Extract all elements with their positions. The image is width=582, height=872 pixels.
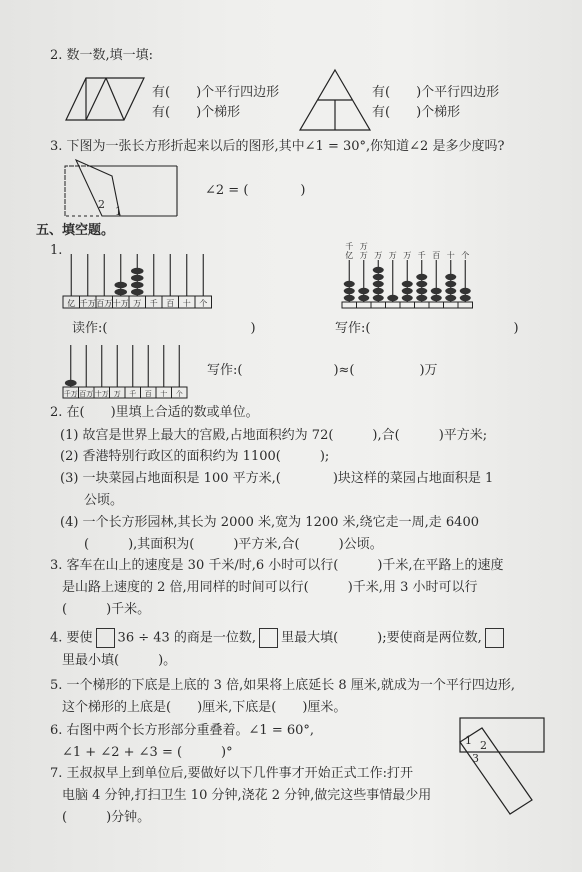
abacus-bead [387,295,398,301]
folded-rectangle-figure [62,160,182,218]
q2-right-parallelogram: 有( )个平行四边形 [372,85,500,100]
abacus-place-label: 十 [446,251,455,260]
abacus-bead [65,380,77,386]
abacus-place-label: 十万 [112,299,129,308]
fill1-write2: 写作:( )≈( )万 [207,363,438,378]
abacus-place-label: 十 [182,299,191,308]
fill4-part3: 里最大填( );要使商是两位数, [281,630,482,646]
abacus-bead [344,288,355,294]
abacus-place-label: 十万 [94,390,109,398]
fill7-line3: ( )分钟。 [62,810,151,825]
abacus-place-label: 千万 [79,299,96,308]
fill1-number: 1. [50,243,63,258]
abacus-place-label: 万 [403,251,412,260]
abacus-place-label: 万 [374,251,383,260]
abacus-bead [131,268,144,274]
abacus-place-label: 百 [432,251,441,260]
abacus-place-label: 个 [461,251,470,260]
fill3-line3: ( )千米。 [62,602,151,617]
abacus-place-label: 万 [359,251,368,260]
abacus-bead [431,295,442,301]
fill6-angle-label-2: 2 [480,739,487,752]
abacus-bead [373,288,384,294]
fill7-line1: 7. 王叔叔早上到单位后,要做好以下几件事才开始正式工作:打开 [50,766,414,781]
abacus-bead [131,289,144,295]
abacus-place-label: 百万 [79,390,94,398]
abacus-bead [358,288,369,294]
q2-right-trapezoid: 有( )个梯形 [372,105,461,120]
abacus-place-label: 百 [144,390,152,398]
abacus-bead [114,289,127,295]
abacus-bead [445,288,456,294]
abacus-bead [114,282,127,288]
abacus-place-label: 万 [133,299,142,308]
abacus-bead [373,267,384,273]
abacus-place-label: 千 [129,390,137,398]
fill7-line2: 电脑 4 分钟,打扫卫生 10 分钟,浇花 2 分钟,做完这些事情最少用 [62,788,432,803]
abacus-place-label: 千 [345,242,354,251]
abacus-bead [373,281,384,287]
abacus-1 [61,250,215,312]
q2-left-parallelogram: 有( )个平行四边形 [152,85,280,100]
digit-box [485,628,504,648]
abacus-place-label: 亿 [67,299,76,308]
abacus-place-label: 万 [359,242,368,251]
abacus-bead [431,288,442,294]
fill3-line1: 3. 客车在山上的速度是 30 千米/时,6 小时可以行( )千米,在平路上的速度 [50,558,504,573]
abacus-bead [460,288,471,294]
fill6-line1: 6. 右图中两个长方形部分重叠着。∠1 = 60°, [50,723,315,738]
fill5-line2: 这个梯形的上底是( )厘米,下底是( )厘米。 [62,700,347,715]
abacus-bead [445,281,456,287]
abacus-bead [416,274,427,280]
triangle-figure [300,70,370,132]
section-five-title: 五、填空题。 [36,223,115,238]
abacus-bead [416,281,427,287]
digit-box [96,628,115,648]
digit-box [259,628,278,648]
q3-title: 3. 下图为一张长方形折起来以后的图形,其中∠1 = 30°,你知道∠2 是多少度吗? [50,139,505,154]
q2-left-trapezoid: 有( )个梯形 [152,105,241,120]
abacus-place-label: 亿 [345,251,354,260]
abacus-bead [344,295,355,301]
abacus-place-label: 万 [388,251,397,260]
q2-title: 2. 数一数,填一填: [50,48,154,63]
fill5-line1: 5. 一个梯形的下底是上底的 3 倍,如果将上底延长 8 厘米,就成为一个平行四边形, [50,678,516,693]
abacus-bead [402,295,413,301]
abacus-bead [460,295,471,301]
q3-answer: ∠2 = ( ) [205,183,306,198]
fill6-angle-label-3: 3 [472,752,479,765]
abacus-bead [445,295,456,301]
parallelogram-strip-figure [66,78,146,122]
q3-angle-label-1: 1 [115,205,122,218]
q3-angle-label-2: 2 [98,198,105,211]
abacus-place-label: 百 [166,299,175,308]
fill2-line3a: (3) 一块菜园占地面积是 100 平方米,( )块这样的菜园占地面积是 1 [60,471,494,486]
fill2-line4b: ( ),其面积为( )平方米,合( )公顷。 [84,537,383,552]
abacus-2 [340,242,480,310]
abacus-place-label: 千 [417,251,426,260]
abacus-place-label: 个 [199,299,208,308]
abacus-bead [373,274,384,280]
fill3-line2: 是山路上速度的 2 倍,用同样的时间可以行( )千米,用 3 小时可以行 [62,580,478,595]
abacus-bead [131,282,144,288]
fill6-line2: ∠1 + ∠2 + ∠3 = ( )° [62,745,233,760]
fill2-line3b: 公顷。 [84,493,124,508]
fill2-line1: (1) 故宫是世界上最大的宫殿,占地面积约为 72( ),合( )平方米; [60,428,488,443]
fill4-part2: 36 ÷ 43 的商是一位数, [117,630,257,646]
fill2-title: 2. 在( )里填上合适的数或单位。 [50,405,259,420]
abacus-place-label: 千万 [63,390,78,398]
fill4-part1: 4. 要使 [50,630,93,646]
fill1-read: 读作:( ) [72,321,256,336]
abacus-bead [358,295,369,301]
abacus-bead [131,275,144,281]
abacus-place-label: 百万 [96,299,113,308]
fill4-line1 [50,628,507,648]
fill2-line2: (2) 香港特别行政区的面积约为 1100( ); [60,449,330,464]
abacus-place-label: 十 [160,390,168,398]
abacus-place-label: 个 [175,390,183,398]
abacus-bead [416,295,427,301]
abacus-bead [402,288,413,294]
fill2-line4a: (4) 一个长方形园林,其长为 2000 米,宽为 1200 米,绕它走一周,走 6400 [60,515,479,530]
abacus-place-label: 万 [113,390,121,398]
fill1-write1: 写作:( ) [335,321,519,336]
abacus-bead [402,281,413,287]
abacus-place-label: 千 [149,299,158,308]
abacus-bead [445,274,456,280]
abacus-bead [344,281,355,287]
abacus-bead [373,295,384,301]
fill4-line2: 里最小填( )。 [62,653,177,668]
abacus-3 [61,343,201,399]
fill6-angle-label-1: 1 [465,734,472,747]
abacus-bead [416,288,427,294]
